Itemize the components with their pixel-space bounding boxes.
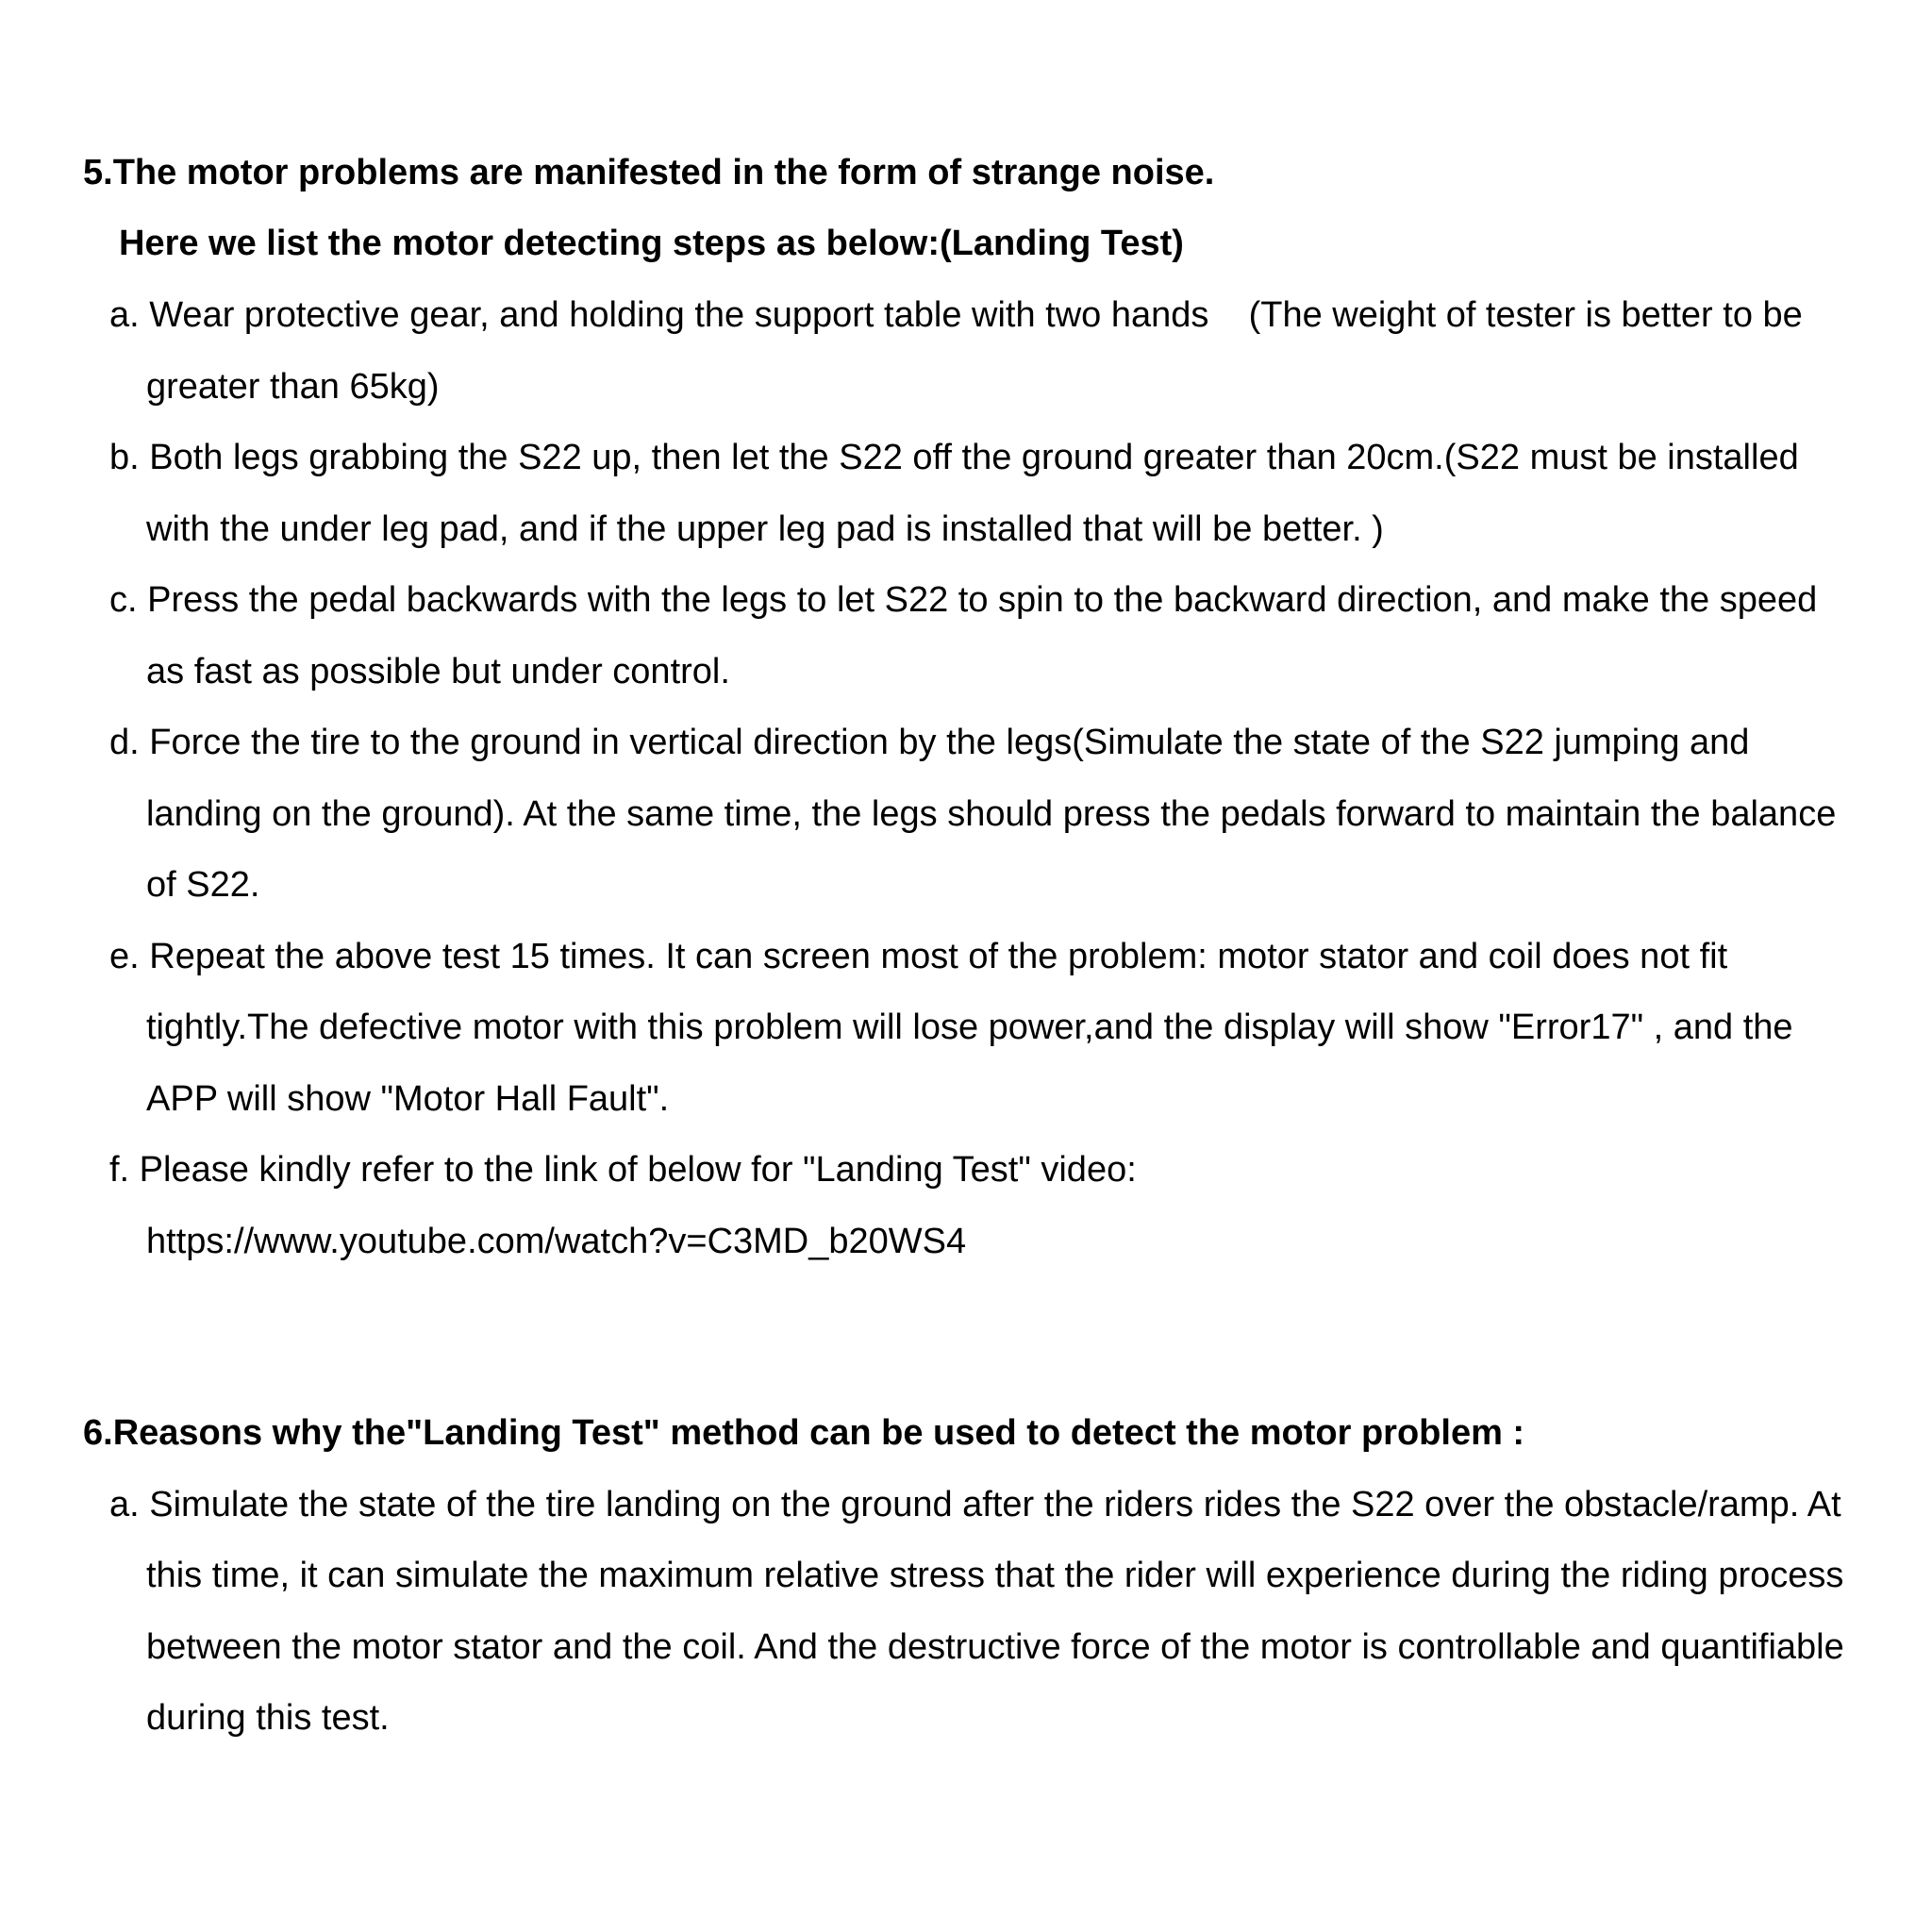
- step-b-line-2: with the under leg pad, and if the upper leg pad is installed that will be better. ): [146, 509, 1384, 549]
- step-a-line-2: greater than 65kg): [146, 367, 440, 407]
- step-c-line-2: as fast as possible but under control.: [146, 652, 730, 691]
- step-d-line-3: of S22.: [146, 865, 260, 905]
- reason-a-line-4: during this test.: [146, 1698, 390, 1738]
- step-d-line-1: d. Force the tire to the ground in vertical direction by the legs(Simulate the state of the S22 jumping and: [109, 723, 1750, 762]
- section-5-heading: 5.The motor problems are manifested in the form of strange noise.: [83, 153, 1215, 192]
- step-e-line-2: tightly.The defective motor with this problem will lose power,and the display will show "Error17" , and the: [146, 1008, 1793, 1047]
- reason-a-line-2: this time, it can simulate the maximum relative stress that the rider will experience during the riding process: [146, 1556, 1844, 1595]
- step-b-line-1: b. Both legs grabbing the S22 up, then let the S22 off the ground greater than 20cm.(S22 must be installed: [109, 438, 1799, 477]
- step-e-line-3: APP will show "Motor Hall Fault".: [146, 1079, 670, 1119]
- step-e-line-1: e. Repeat the above test 15 times. It can screen most of the problem: motor stator and coil does not fit: [109, 937, 1728, 976]
- step-f-line-1: f. Please kindly refer to the link of below for "Landing Test" video:: [109, 1150, 1137, 1190]
- video-link[interactable]: https://www.youtube.com/watch?v=C3MD_b20WS4: [146, 1222, 967, 1261]
- section-6-heading: 6.Reasons why the"Landing Test" method can be used to detect the motor problem :: [83, 1413, 1525, 1453]
- section-5-subheading: Here we list the motor detecting steps as below:(Landing Test): [119, 224, 1184, 263]
- reason-a-line-1: a. Simulate the state of the tire landing on the ground after the riders rides the S22 over the obstacle/ramp. At: [109, 1485, 1841, 1524]
- step-a-line-1: a. Wear protective gear, and holding the support table with two hands (The weight of tester is better to be: [109, 295, 1803, 335]
- step-c-line-1: c. Press the pedal backwards with the legs to let S22 to spin to the backward direction, and make the speed: [109, 580, 1818, 620]
- step-d-line-2: landing on the ground). At the same time, the legs should press the pedals forward to maintain the balance: [146, 794, 1837, 834]
- reason-a-line-3: between the motor stator and the coil. And the destructive force of the motor is controllable and quantifiable: [146, 1627, 1844, 1667]
